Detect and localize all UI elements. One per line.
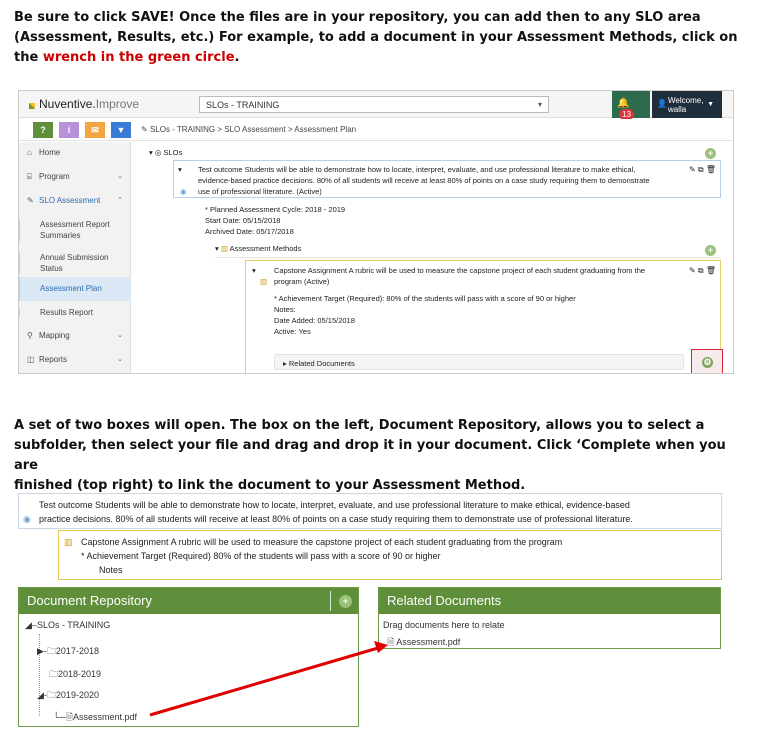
file-label: Assessment.pdf [396, 637, 461, 647]
edit-copy-delete-icons[interactable]: ✎ ⧉ 🗑 [688, 266, 716, 275]
instruction-1-text: the [14, 50, 43, 65]
planned-cycle: * Planned Assessment Cycle: 2018 - 2019 [205, 205, 346, 214]
target-icon: ◉ [180, 187, 187, 196]
panel-title: Document Repository [27, 593, 152, 608]
add-folder-button[interactable]: + [339, 595, 352, 608]
active-status: Active: Yes [274, 327, 311, 336]
pdf-file-icon: └─🗎 [53, 712, 73, 722]
capstone-title: Capstone Assignment [81, 537, 169, 547]
notes-label: Notes: [274, 305, 296, 314]
help-button[interactable]: ? [33, 122, 53, 138]
chevron-down-icon: ▾ [537, 100, 542, 109]
capstone-text: program (Active) [274, 277, 330, 286]
sidebar-item-label: Program [39, 172, 70, 181]
sidebar-item-label: Reports [39, 355, 68, 364]
target-icon: ◉ [23, 514, 31, 524]
slos-label: SLOs [163, 148, 183, 157]
outcome-text: evidence-based practice decisions. 80% of all students will receive at least 80% of points on a case study requiring them to demonstrate [198, 176, 650, 185]
outcome-text: Students will be able to demonstrate how to locate, interpret, evaluate, and use professional literature to make ethical, [242, 165, 636, 174]
pencil-icon: ✎ [27, 196, 34, 205]
related-documents-label: Related Documents [288, 359, 355, 368]
folder-icon: 🗀 [49, 669, 59, 679]
outcome-text: use of professional literature. (Active) [198, 187, 322, 196]
brand-name: Nuventive. [39, 97, 96, 111]
sitemap-icon: ⚲ [27, 331, 33, 340]
folder-label: 2019-2020 [55, 690, 99, 700]
info-button[interactable]: i [59, 122, 79, 138]
sidebar-item-label: Status [40, 264, 63, 273]
capstone-text: A rubric will be used to measure the capstone project of each student graduating from the [346, 266, 646, 275]
chart-icon: ▥ [260, 277, 268, 286]
tree-toggle-icon: ◢– [25, 620, 37, 630]
capstone-title: Capstone Assignment [274, 266, 347, 275]
report-icon: ◫ [27, 355, 35, 364]
add-slo-button[interactable]: + [705, 148, 716, 159]
caret-down-icon: ▾ [215, 244, 221, 253]
bell-icon: 🔔 [617, 98, 630, 109]
archived-date: Archived Date: 05/17/2018 [205, 227, 294, 236]
instruction-1-period: . [234, 50, 240, 65]
pdf-file-icon: 🗎 [387, 637, 397, 647]
instruction-2-line-c: finished (top right) to link the document to your Assessment Method. [14, 478, 526, 493]
chevron-down-icon: ⌄ [117, 356, 123, 363]
instruction-2-line-a: A set of two boxes will open. The box on the left, Document Repository, allows you to select a [14, 418, 705, 433]
caret-down-icon: ▾ [252, 266, 256, 275]
panel-title: Related Documents [387, 593, 502, 608]
sidebar-item-label: Assessment Plan [40, 284, 102, 293]
folder-label: 2017-2018 [55, 646, 99, 656]
user-name: walla [668, 105, 687, 114]
sidebar-item-label: SLO Assessment [39, 196, 101, 205]
sidebar-item-label: Annual Submission [40, 253, 109, 262]
building-icon: ⌸ [27, 172, 32, 181]
date-added: Date Added: 05/15/2018 [274, 316, 355, 325]
outcome-text: Students will be able to demonstrate how to locate, interpret, evaluate, and use professional literature to make ethical, evidence-based [92, 500, 630, 510]
achievement-label: * Achievement Target (Required) [81, 551, 211, 561]
sidebar-item-label: Assessment Report [40, 220, 110, 229]
sidebar-item-label: Results Report [40, 308, 93, 317]
brand-sub: Improve [95, 97, 140, 111]
instruction-1-red-text: wrench in the green circle [42, 50, 235, 65]
achievement-target: * Achievement Target (Required): 80% of the students will pass with a score of 90 or higher [274, 294, 576, 303]
edit-copy-delete-icons[interactable]: ✎ ⧉ 🗑 [688, 165, 716, 174]
outcome-text: practice decisions. 80% of all students will receive at least 80% of points on a case study requiring them to demonstrate use of professional literature. [39, 514, 633, 524]
outcome-title: Test outcome [39, 500, 93, 510]
chevron-down-icon: ⌄ [117, 173, 123, 180]
chevron-up-icon: ⌃ [117, 197, 123, 204]
file-label: Assessment.pdf [73, 712, 138, 722]
sidebar-item-label: Home [39, 148, 61, 157]
folder-label: 2018-2019 [58, 669, 102, 679]
repo-root-label: SLOs - TRAINING [36, 620, 111, 630]
unit-selector-value: SLOs - TRAINING [206, 100, 280, 110]
assessment-methods-label: Assessment Methods [229, 244, 302, 253]
instruction-1-line-a: Be sure to click SAVE! Once the files are in your repository, you can add then to any SLO area [14, 10, 701, 25]
pencil-icon: ✎ [141, 125, 150, 134]
notification-badge: 13 [619, 109, 634, 120]
folder-icon: ▶-🗀 [37, 646, 56, 656]
home-icon: ⌂ [27, 148, 32, 157]
capstone-text: A rubric will be used to measure the capstone project of each student graduating from the program [168, 537, 563, 547]
start-date: Start Date: 05/15/2018 [205, 216, 281, 225]
user-icon: 👤 [657, 99, 667, 108]
achievement-text: 80% of the students will pass with a score of 90 or higher [210, 551, 441, 561]
message-button[interactable]: ✉ [85, 122, 105, 138]
instruction-1-line-b: (Assessment, Results, etc.) For example, to add a document in your Assessment Methods, click on [14, 30, 738, 45]
instruction-2-line-b: subfolder, then select your file and drag and drop it in your document. Click ‘Complete when you are [14, 438, 726, 473]
sidebar-item-label: Summaries [40, 231, 81, 240]
sidebar-item-label: Mapping [39, 331, 70, 340]
caret-right-icon: ▸ [283, 359, 289, 368]
wrench-icon[interactable]: ⚙ [703, 357, 712, 367]
filter-button[interactable]: ▼ [111, 122, 131, 138]
chart-icon: ▥ [220, 244, 230, 253]
notes-label: Notes [99, 565, 123, 575]
chevron-down-icon: ⌄ [117, 332, 123, 339]
add-method-button[interactable]: + [705, 245, 716, 256]
caret-down-icon: ▾ ◎ [149, 148, 164, 157]
welcome-label: Welcome, [668, 96, 704, 105]
caret-down-icon: ▾ [178, 165, 182, 174]
drag-hint: Drag documents here to relate [383, 620, 505, 630]
caret-down-icon: ▼ [707, 101, 714, 108]
chart-icon: ▥ [64, 537, 73, 547]
outcome-title: Test outcome [198, 165, 243, 174]
breadcrumb-text: SLOs - TRAINING > SLO Assessment > Assessment Plan [149, 125, 357, 134]
folder-icon: ◢-🗀 [37, 690, 56, 700]
